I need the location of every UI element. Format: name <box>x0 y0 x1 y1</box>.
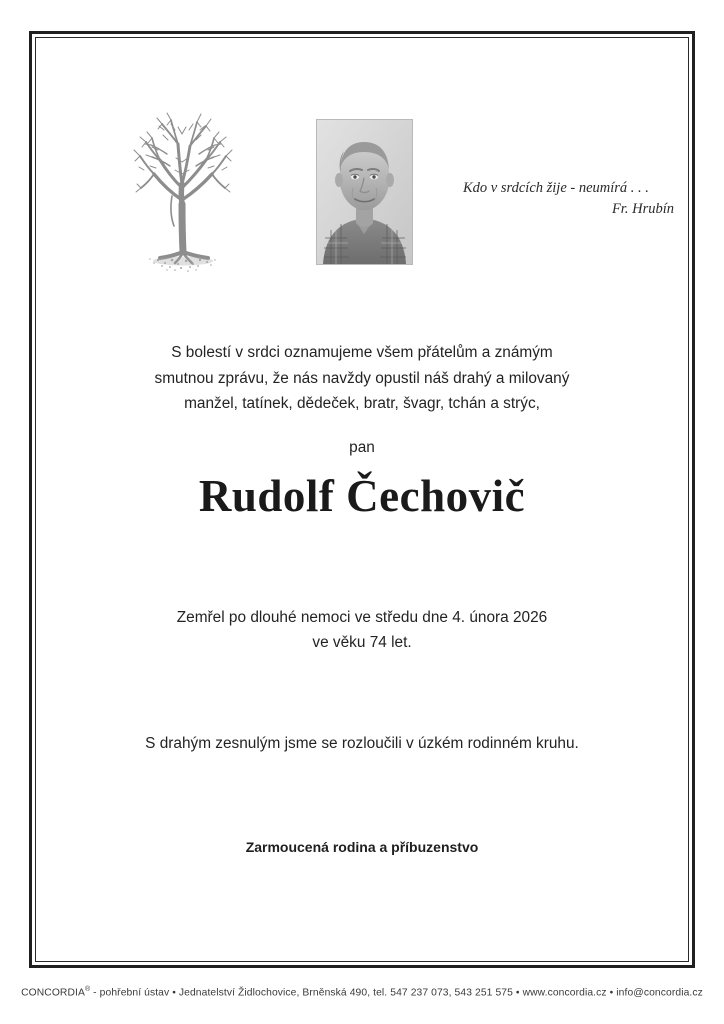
quote-text: Kdo v srdcích žije - neumírá . . . <box>463 180 649 196</box>
farewell-note <box>35 731 689 756</box>
quote-author: Fr. Hrubín <box>611 201 674 218</box>
announcement-line-1: S bolestí v srdci oznamujeme všem přátelům a známým <box>171 344 553 361</box>
bare-tree-icon <box>120 100 250 280</box>
death-details <box>35 605 689 655</box>
death-date-line: Zemřel po dlouhé nemoci ve středu dne 4. února 2026 <box>176 609 548 626</box>
announcement-line-3: manžel, tatínek, dědeček, bratr, švagr, tchán a strýc, <box>184 395 540 412</box>
farewell-line: S drahým zesnulým jsme se rozloučili v úzkém rodinném kruhu. <box>145 735 579 752</box>
footer-company-info <box>0 986 724 998</box>
family-signature: Zarmoucená rodina a příbuzenstvo <box>245 839 479 855</box>
announcement-line-4: pan <box>349 438 375 456</box>
death-age-line: ve věku 74 let. <box>312 634 412 651</box>
header-illustration-zone <box>35 100 689 285</box>
deceased-name: Rudolf Čechovič <box>198 471 526 521</box>
announcement-line-2: smutnou zprávu, že nás navždy opustil náš drahý a milovaný <box>154 369 570 387</box>
footer-contact-details: - pohřební ústav • Jednatelství Židlochovice, Brněnská 490, tel. 547 237 073, 543 251 575 • www.concordia.cz • info@concordia.cz <box>90 987 703 999</box>
announcement-paragraph <box>35 340 689 460</box>
portrait-of-deceased <box>316 119 413 265</box>
footer-company-name: CONCORDIA <box>21 987 85 999</box>
memorial-quote <box>445 178 680 220</box>
registered-trademark-icon: ® <box>84 986 91 993</box>
